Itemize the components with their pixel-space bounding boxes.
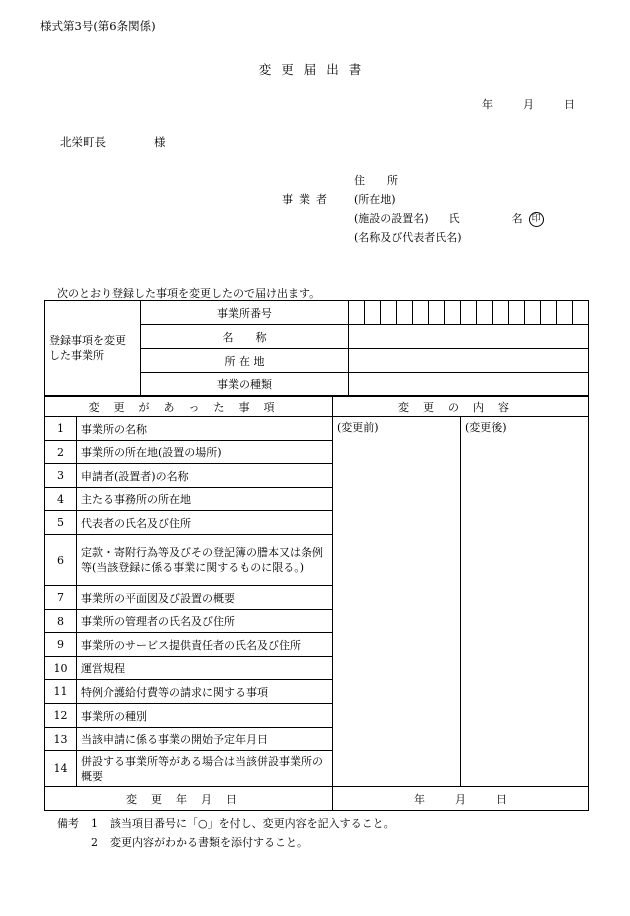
honorific: 様	[154, 135, 166, 149]
addressee-name: 北栄町長	[60, 135, 106, 149]
name-label-second: 名	[511, 212, 523, 225]
location-label: (所在地)	[354, 193, 396, 206]
before-change-field[interactable]	[333, 417, 461, 787]
representative-label: (名称及び代表者氏名)	[354, 231, 462, 244]
item-text: 事業所の平面図及び設置の概要	[77, 586, 333, 610]
item-text: 特例介護給付費等の請求に関する事項	[77, 680, 333, 704]
submission-date	[482, 96, 575, 112]
document-title: 変更届出書	[258, 62, 372, 77]
item-number[interactable]: 11	[45, 680, 77, 704]
change-date-field[interactable]	[333, 787, 589, 811]
operator-label: 事業者	[282, 193, 333, 206]
item-text: 事業所の所在地(設置の場所)	[77, 441, 333, 464]
day-label: 日	[496, 792, 508, 806]
item-number[interactable]: 7	[45, 586, 77, 610]
month-label: 月	[455, 792, 467, 806]
notes-label: 備考	[57, 817, 79, 830]
item-number[interactable]: 2	[45, 441, 77, 464]
year-label: 年	[414, 792, 426, 806]
month-label: 月	[523, 98, 534, 111]
item-number[interactable]: 12	[45, 704, 77, 728]
item-number[interactable]: 5	[45, 511, 77, 535]
office-address-label: 所 在 地	[141, 349, 349, 373]
item-number[interactable]: 14	[45, 751, 77, 787]
change-content-header: 変更の内容	[333, 397, 589, 417]
item-text: 主たる事務所の所在地	[77, 488, 333, 511]
registered-group-label: 登録事項を変更した事業所	[45, 301, 141, 396]
address-label: 住 所	[354, 174, 398, 187]
office-address-input[interactable]	[349, 349, 589, 373]
facility-label: (施設の設置名)	[354, 212, 429, 225]
facility-name-row	[354, 210, 544, 227]
note-number: 2	[91, 836, 98, 849]
year-label: 年	[482, 98, 493, 111]
changed-item-header: 変更があった事項	[45, 397, 333, 417]
item-text: 申請者(設置者)の名称	[77, 464, 333, 488]
note-number: 1	[91, 817, 98, 830]
item-text: 事業所の管理者の氏名及び住所	[77, 610, 333, 633]
item-text: 事業所の名称	[77, 417, 333, 441]
intro-text: 次のとおり登録した事項を変更したので届け出ます。	[57, 287, 321, 300]
item-text: 運営規程	[77, 657, 333, 680]
note-1	[57, 815, 395, 831]
item-number[interactable]: 8	[45, 610, 77, 633]
note-text: 該当項目番号に「○」を付し、変更内容を記入すること。	[110, 817, 395, 830]
item-text: 代表者の氏名及び住所	[77, 511, 333, 535]
item-number[interactable]: 10	[45, 657, 77, 680]
note-2	[57, 834, 308, 850]
item-text: 当該申請に係る事業の開始予定年月日	[77, 728, 333, 751]
item-number[interactable]: 4	[45, 488, 77, 511]
item-number[interactable]: 13	[45, 728, 77, 751]
after-label: (変更後)	[465, 421, 507, 434]
addressee	[60, 134, 166, 150]
item-text: 事業所の種別	[77, 704, 333, 728]
name-label-first: 氏	[448, 212, 460, 225]
item-text: 定款・寄附行為等及びその登記簿の謄本又は条例等(当該登録に係る事業に関するものに限る。)	[77, 535, 333, 586]
office-name-input[interactable]	[349, 325, 589, 349]
note-text: 変更内容がわかる書類を添付すること。	[110, 836, 308, 849]
before-label: (変更前)	[337, 421, 379, 434]
form-number-label: 様式第3号(第6条関係)	[40, 19, 156, 33]
office-number-label: 事業所番号	[141, 301, 349, 325]
changes-table	[44, 396, 589, 811]
office-name-label: 名 称	[141, 325, 349, 349]
day-label: 日	[564, 98, 575, 111]
item-number[interactable]: 1	[45, 417, 77, 441]
business-type-label: 事業の種類	[141, 373, 349, 396]
change-date-label: 変更年月日	[45, 787, 333, 811]
seal-icon: 印	[529, 212, 544, 227]
item-text: 併設する事業所等がある場合は当該併設事業所の概要	[77, 751, 333, 787]
registered-office-table	[44, 300, 589, 396]
office-number-input[interactable]	[349, 301, 589, 325]
item-number[interactable]: 9	[45, 633, 77, 657]
business-type-input[interactable]	[349, 373, 589, 396]
item-number[interactable]: 6	[45, 535, 77, 586]
item-text: 事業所のサービス提供責任者の氏名及び住所	[77, 633, 333, 657]
item-number[interactable]: 3	[45, 464, 77, 488]
after-change-field[interactable]	[461, 417, 589, 787]
